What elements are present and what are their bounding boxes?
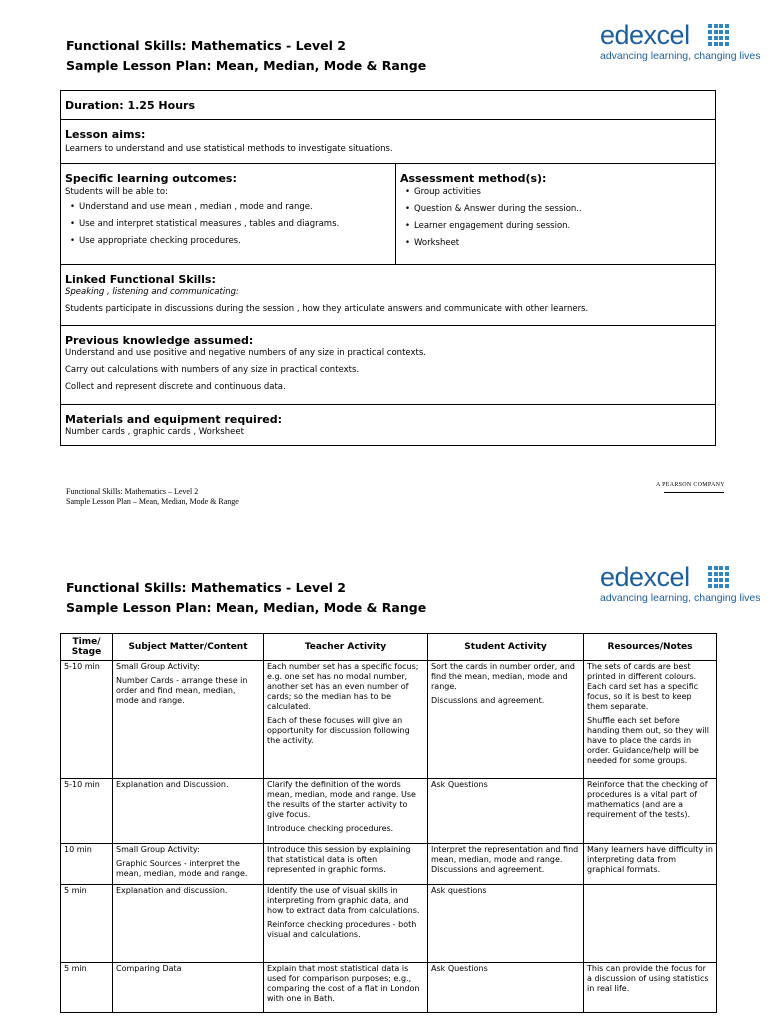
- learning-outcomes: [61, 164, 396, 264]
- assessment-item: • Learner engagement during session.: [400, 220, 711, 232]
- learning-outcomes-label: Specific learning outcomes:: [65, 172, 237, 185]
- subject-cell: Small Group Activity: Graphic Sources - interpret the mean, median, mode and range.: [113, 844, 264, 885]
- assessment-methods-label: Assessment method(s):: [400, 172, 547, 185]
- column-header: Time/ Stage: [61, 634, 113, 661]
- assessment-item: • Question & Answer during the session..: [400, 203, 711, 215]
- assessment-item: • Worksheet: [400, 237, 711, 249]
- logo-tagline: advancing learning, changing lives: [600, 50, 761, 62]
- notes-cell: Reinforce that the checking of procedures is a vital part of mathematics (and are a requirement of the tests).: [584, 779, 717, 844]
- logo-wordmark: edexcel: [600, 20, 690, 50]
- time-cell: 5 min: [61, 885, 113, 963]
- table-row: [61, 963, 717, 1013]
- notes-cell: [584, 885, 717, 963]
- notes-cell: This can provide the focus for a discussion of using statistics in real life.: [584, 963, 717, 1013]
- page1-title-line2: Sample Lesson Plan: Mean, Median, Mode & Range: [66, 58, 427, 73]
- materials-row: [61, 405, 715, 445]
- learning-outcomes-intro: Students will be able to:: [65, 187, 168, 197]
- outcome-item: • Use appropriate checking procedures.: [65, 235, 391, 247]
- linked-skills-text: Students participate in discussions during the session , how they articulate answers and communicate with other learners.: [65, 304, 589, 314]
- student-cell: Ask Questions: [428, 779, 584, 844]
- materials-text: Number cards , graphic cards , Worksheet: [65, 427, 244, 437]
- assessment-item: • Group activities: [400, 186, 711, 198]
- linked-skills-label: Linked Functional Skills:: [65, 273, 216, 286]
- student-cell: Interpret the representation and find mean, median, mode and range. Discussions and agreement.: [428, 844, 584, 885]
- column-header: Student Activity: [428, 634, 584, 661]
- outcome-item: • Use and interpret statistical measures , tables and diagrams.: [65, 218, 391, 230]
- linked-skills-subtitle: Speaking , listening and communicating:: [65, 287, 239, 297]
- logo-tagline: advancing learning, changing lives: [600, 592, 761, 604]
- time-cell: 5-10 min: [61, 779, 113, 844]
- notes-cell: The sets of cards are best printed in different colours. Each card set has a specific focus, so it is best to keep them separate. Shuffle each set before handing them out, so they will have to place the cards in order. Guidance/help will be needed for some groups.: [584, 661, 717, 779]
- teacher-cell: Each number set has a specific focus; e.g. one set has no modal number, another set has an even number of cards; so the median has to be calculated. Each of these focuses will give an opportunity for discussion following the activity.: [264, 661, 428, 779]
- table-header-row: [61, 634, 717, 661]
- edexcel-logo: [600, 20, 761, 64]
- teacher-cell: Identify the use of visual skills in interpreting from graphic data, and how to extract data from calculations. Reinforce checking procedures - both visual and calculations.: [264, 885, 428, 963]
- student-cell: Ask Questions: [428, 963, 584, 1013]
- assessment-methods: [396, 164, 715, 264]
- student-cell: Ask questions: [428, 885, 584, 963]
- previous-knowledge-line: Carry out calculations with numbers of any size in practical contexts.: [65, 365, 360, 375]
- table-row: [61, 661, 717, 779]
- footer-line2: Sample Lesson Plan – Mean, Median, Mode & Range: [66, 497, 239, 506]
- previous-knowledge-line: Understand and use positive and negative numbers of any size in practical contexts.: [65, 348, 426, 358]
- column-header: Teacher Activity: [264, 634, 428, 661]
- logo-grid-icon: [708, 24, 730, 46]
- previous-knowledge-line: Collect and represent discrete and continuous data.: [65, 382, 286, 392]
- logo-wordmark: edexcel: [600, 562, 690, 592]
- subject-cell: Explanation and Discussion.: [113, 779, 264, 844]
- subject-cell: Comparing Data: [113, 963, 264, 1013]
- footer-line1: Functional Skills: Mathematics – Level 2: [66, 487, 199, 496]
- materials-label: Materials and equipment required:: [65, 413, 282, 426]
- previous-knowledge-row: [61, 326, 715, 405]
- time-cell: 5 min: [61, 963, 113, 1013]
- edexcel-logo: [600, 562, 761, 606]
- lesson-aims-label: Lesson aims:: [65, 128, 146, 141]
- pearson-divider: [664, 492, 724, 493]
- page1-title-line1: Functional Skills: Mathematics - Level 2: [66, 38, 346, 53]
- page2-title-line1: Functional Skills: Mathematics - Level 2: [66, 580, 346, 595]
- page1-footer: [66, 487, 239, 507]
- time-cell: 5-10 min: [61, 661, 113, 779]
- student-cell: Sort the cards in number order, and find the mean, median, mode and range. Discussions and agreement.: [428, 661, 584, 779]
- outcomes-assessment-row: [61, 164, 715, 265]
- teacher-cell: Introduce this session by explaining that statistical data is often represented in graphic forms.: [264, 844, 428, 885]
- time-cell: 10 min: [61, 844, 113, 885]
- page2-title-line2: Sample Lesson Plan: Mean, Median, Mode & Range: [66, 600, 427, 615]
- pearson-company-mark: A PEARSON COMPANY: [656, 482, 725, 488]
- lesson-activity-table: [60, 633, 717, 1013]
- linked-skills-row: [61, 265, 715, 326]
- duration-label: Duration: 1.25 Hours: [65, 99, 195, 112]
- table-row: [61, 844, 717, 885]
- duration-row: [61, 91, 715, 120]
- notes-cell: Many learners have difficulty in interpreting data from graphical formats.: [584, 844, 717, 885]
- column-header: Resources/Notes: [584, 634, 717, 661]
- teacher-cell: Clarify the definition of the words mean, median, mode and range. Use the results of the starter activity to give focus. Introduce checking procedures.: [264, 779, 428, 844]
- previous-knowledge-label: Previous knowledge assumed:: [65, 334, 254, 347]
- column-header: Subject Matter/Content: [113, 634, 264, 661]
- subject-cell: Explanation and discussion.: [113, 885, 264, 963]
- lesson-aims-text: Learners to understand and use statistical methods to investigate situations.: [65, 144, 393, 154]
- logo-grid-icon: [708, 566, 730, 588]
- lesson-plan-overview: [60, 90, 716, 446]
- subject-cell: Small Group Activity: Number Cards - arrange these in order and find mean, median, mode and range.: [113, 661, 264, 779]
- outcome-item: • Understand and use mean , median , mode and range.: [65, 201, 391, 213]
- table-row: [61, 885, 717, 963]
- lesson-aims-row: [61, 120, 715, 164]
- teacher-cell: Explain that most statistical data is used for comparison purposes; e.g., comparing the cost of a flat in London with one in Bath.: [264, 963, 428, 1013]
- table-row: [61, 779, 717, 844]
